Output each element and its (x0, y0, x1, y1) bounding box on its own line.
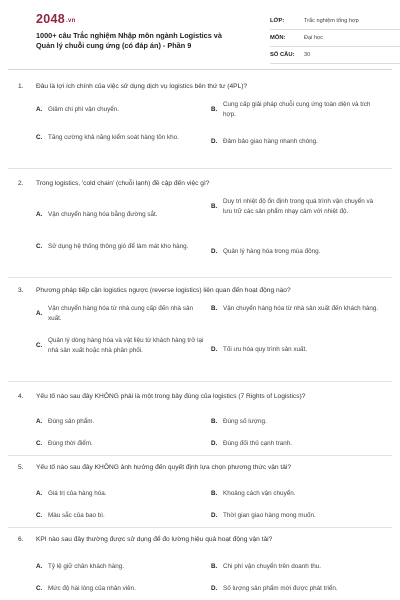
question-row (18, 535, 384, 544)
meta-row-class (270, 13, 400, 30)
answer-option-d[interactable] (211, 439, 381, 449)
answer-text: Duy trì nhiệt độ ổn định trong quá trình vận chuyển và lưu trữ các sản phẩm nhạy cảm với nhiệt độ. (223, 198, 374, 215)
answer-letter: B. (211, 305, 218, 313)
meta-key: MÔN: (270, 35, 286, 41)
answer-option-a[interactable] (36, 489, 206, 499)
answer-letter: B. (211, 203, 218, 210)
answer-option-a[interactable] (36, 417, 206, 427)
answer-letter: B. (211, 106, 218, 113)
answer-text: Đúng số lượng. (223, 418, 267, 425)
answer-grid (18, 303, 384, 379)
question-text: Yếu tố nào sau đây KHÔNG ảnh hưởng đến quyết định lựa chọn phương thức vận tải? (36, 464, 292, 471)
answer-option-d[interactable] (211, 345, 381, 355)
answer-option-c[interactable] (36, 242, 206, 252)
logo-main-text: 2048 (36, 12, 66, 26)
answer-grid (18, 196, 384, 274)
answer-text: Khoảng cách vận chuyển. (223, 490, 296, 497)
question-number: 6. (18, 536, 24, 543)
meta-table (270, 13, 400, 64)
answer-grid (18, 99, 384, 157)
question-number: 1. (18, 83, 24, 90)
question-row (18, 179, 384, 188)
question-row (18, 82, 384, 91)
answer-letter: C. (36, 512, 43, 520)
answer-option-c[interactable] (36, 336, 206, 355)
answer-letter: B. (211, 563, 218, 571)
answer-option-b[interactable] (211, 489, 381, 499)
answer-text: Mức độ hài lòng của nhân viên. (48, 585, 136, 592)
answer-text: Quản lý hàng hóa trong mùa đông. (223, 248, 321, 255)
answer-option-d[interactable] (211, 247, 381, 257)
question-text: Trong logistics, 'cold chain' (chuỗi lạnh) đề cập đến việc gì? (36, 180, 210, 187)
answer-letter: D. (211, 512, 218, 520)
answer-option-c[interactable] (36, 584, 206, 594)
question-separator (8, 277, 392, 278)
answer-letter: A. (36, 490, 43, 498)
meta-row-count (270, 47, 400, 64)
page-header (18, 0, 382, 66)
logo-suffix-text: .vn (66, 18, 76, 24)
question-3 (18, 286, 384, 379)
answer-letter: D. (211, 585, 218, 593)
answer-letter: B. (211, 418, 218, 426)
answer-letter: C. (36, 440, 43, 448)
meta-key: LỚP: (270, 18, 285, 24)
answer-text: Tỷ lệ giữ chân khách hàng. (48, 563, 124, 570)
answer-text: Tăng cường khả năng kiểm soát hàng tồn kho. (48, 134, 179, 141)
answer-letter: B. (211, 490, 218, 498)
answer-letter: A. (36, 310, 43, 317)
answer-text: Cung cấp giải pháp chuỗi cung ứng toàn diện và tích hợp. (223, 101, 371, 118)
question-separator (8, 527, 392, 528)
answer-text: Quản lý dòng hàng hóa và vật liệu từ khách hàng trở lại nhà sản xuất hoặc nhà phân phối. (48, 337, 204, 354)
question-separator (8, 381, 392, 382)
answer-text: Đúng sản phẩm. (48, 418, 95, 425)
answer-letter: D. (211, 248, 218, 256)
site-logo[interactable] (36, 12, 76, 26)
page-title: 1000+ câu Trắc nghiệm Nhập môn ngành Logistics và Quản lý chuỗi cung ứng (có đáp án) - Phần 9 (36, 31, 222, 50)
meta-key: SỐ CÂU: (270, 52, 295, 58)
answer-letter: A. (36, 211, 43, 219)
question-text: Phương pháp tiếp cận logistics ngược (reverse logistics) liên quan đến hoạt động nào? (36, 287, 291, 294)
question-number: 5. (18, 464, 24, 471)
meta-value: 30 (304, 52, 311, 58)
header-divider (8, 69, 392, 70)
question-text: KPI nào sau đây thường được sử dụng để đo lường hiệu quả hoạt động vận tải? (36, 536, 273, 543)
answer-letter: A. (36, 106, 43, 114)
answer-letter: D. (211, 440, 218, 448)
answer-text: Đảm bảo giao hàng nhanh chóng. (223, 138, 318, 145)
answer-option-b[interactable] (211, 197, 381, 216)
answer-option-d[interactable] (211, 511, 381, 521)
answer-option-a[interactable] (36, 562, 206, 572)
answer-text: Chi phí vận chuyển trên doanh thu. (223, 563, 322, 570)
answer-text: Vận chuyển hàng hóa từ nhà cung cấp đến nhà sản xuất. (48, 305, 193, 322)
meta-value: Trắc nghiệm tổng hợp (304, 18, 359, 24)
answer-text: Vận chuyển hàng hóa từ nhà sản xuất đến khách hàng. (223, 305, 379, 312)
answer-option-c[interactable] (36, 439, 206, 449)
question-number: 3. (18, 287, 24, 294)
question-number: 4. (18, 393, 24, 400)
answer-option-b[interactable] (211, 562, 381, 572)
answer-text: Màu sắc của bao bì. (48, 512, 105, 519)
answer-option-c[interactable] (36, 133, 206, 143)
question-separator (8, 168, 392, 169)
answer-option-d[interactable] (211, 137, 381, 147)
question-separator (8, 455, 392, 456)
answer-text: Giảm chi phí vận chuyển. (48, 106, 120, 113)
answer-option-a[interactable] (36, 210, 206, 220)
answer-letter: C. (36, 243, 43, 251)
answer-option-d[interactable] (211, 584, 381, 594)
question-1 (18, 82, 384, 157)
answer-option-b[interactable] (211, 304, 381, 314)
answer-text: Thời gian giao hàng mong muốn. (223, 512, 316, 519)
question-2 (18, 179, 384, 274)
question-text: Yếu tố nào sau đây KHÔNG phải là một trong bảy đúng của logistics (7 Rights of Logistics)? (36, 393, 306, 400)
answer-option-a[interactable] (36, 105, 206, 115)
answer-letter: C. (36, 585, 43, 593)
question-row (18, 286, 384, 295)
answer-text: Sử dụng hệ thống thông gió để làm mát kho hàng. (48, 243, 189, 250)
meta-row-subject (270, 30, 400, 47)
question-row (18, 392, 384, 401)
question-number: 2. (18, 180, 24, 187)
question-text: Đâu là lợi ích chính của việc sử dụng dịch vụ logistics bên thứ tư (4PL)? (36, 83, 248, 90)
answer-letter: D. (211, 346, 218, 354)
question-6 (18, 535, 384, 596)
meta-value: Đại học (304, 35, 323, 41)
answer-grid (18, 480, 384, 524)
answer-letter: D. (211, 138, 218, 146)
question-5 (18, 463, 384, 524)
answer-letter: C. (36, 342, 43, 349)
answer-text: Đúng thời điểm. (48, 440, 93, 447)
answer-option-b[interactable] (211, 417, 381, 427)
answer-letter: A. (36, 418, 43, 426)
answer-text: Tối ưu hóa quy trình sản xuất. (223, 346, 308, 353)
answer-text: Số lượng sản phẩm mới được phát triển. (223, 585, 338, 592)
answer-grid (18, 409, 384, 453)
answer-option-c[interactable] (36, 511, 206, 521)
answer-text: Vận chuyển hàng hóa bằng đường sắt. (48, 211, 158, 218)
answer-grid (18, 552, 384, 596)
answer-text: Giá trị của hàng hóa. (48, 490, 107, 497)
answer-option-b[interactable] (211, 100, 381, 119)
question-row (18, 463, 384, 472)
question-4 (18, 392, 384, 453)
answer-letter: C. (36, 134, 43, 142)
answer-text: Đúng đối thủ cạnh tranh. (223, 440, 292, 447)
answer-option-a[interactable] (36, 304, 206, 323)
answer-letter: A. (36, 563, 43, 571)
